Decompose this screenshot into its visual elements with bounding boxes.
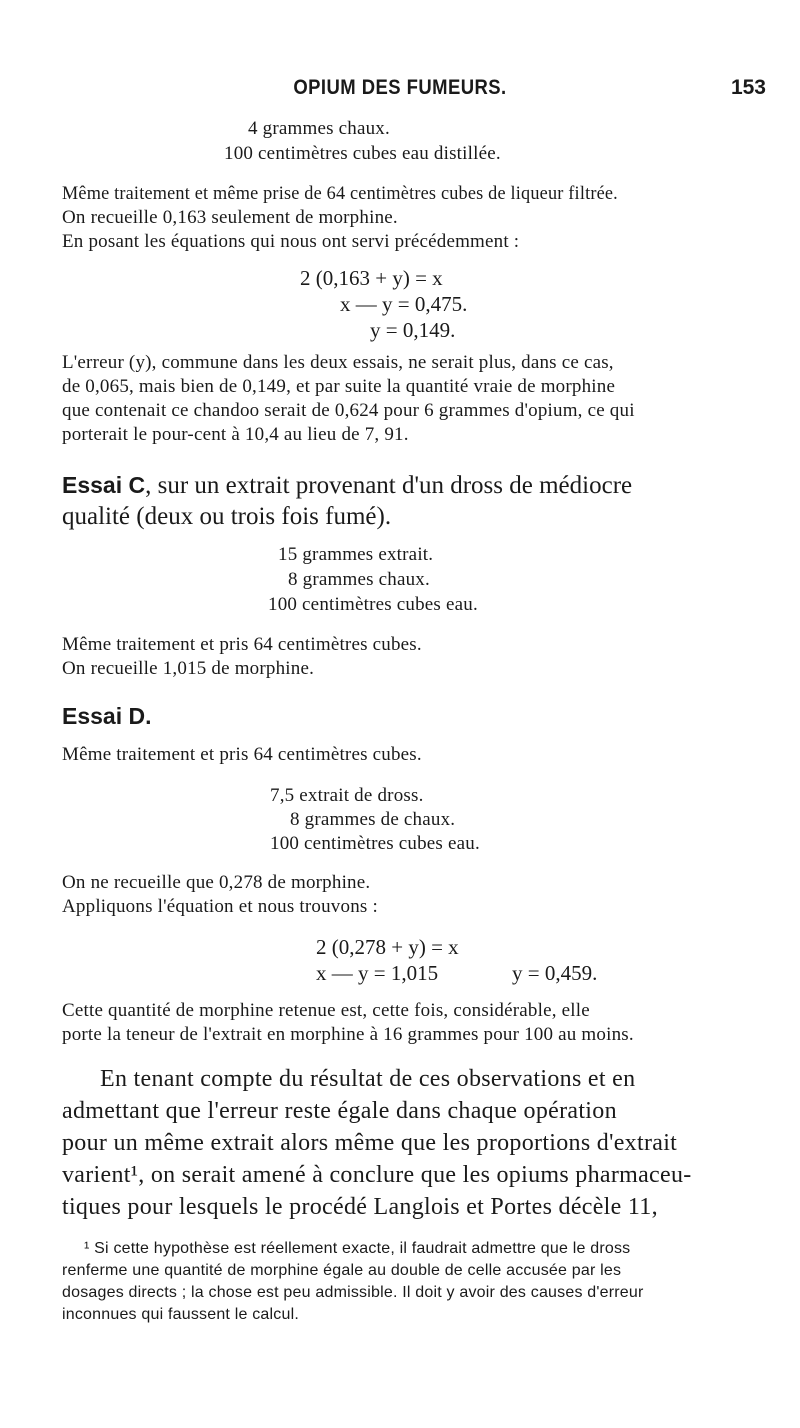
- paragraph-line: de 0,065, mais bien de 0,149, et par suite la quantité vraie de morphine: [62, 376, 616, 397]
- conclusion-line: varient¹, on serait amené à conclure que les opiums pharmaceu-: [62, 1162, 692, 1188]
- ingredient-line: 100 centimètres cubes eau distillée.: [224, 143, 501, 164]
- equation: 2 (0,278 + y) = x: [316, 935, 459, 959]
- conclusion-line: tiques pour lesquels le procédé Langlois et Portes décèle 11,: [62, 1194, 658, 1220]
- essai-d-label: Essai D.: [62, 703, 152, 729]
- paragraph-line: porterait le pour-cent à 10,4 au lieu de 7, 91.: [62, 424, 409, 445]
- equation: 2 (0,163 + y) = x: [300, 266, 443, 290]
- equation: y = 0,459.: [512, 961, 598, 985]
- ingredient-line: 7,5 extrait de dross.: [270, 785, 424, 806]
- essai-c-title-line2: qualité (deux ou trois fois fumé).: [62, 503, 392, 530]
- equation: x — y = 0,475.: [340, 292, 468, 316]
- page-header: [0, 76, 800, 104]
- paragraph-line: Appliquons l'équation et nous trouvons :: [62, 896, 378, 917]
- ingredient-line: 4 grammes chaux.: [248, 118, 390, 139]
- paragraph-line: On recueille 1,015 de morphine.: [62, 658, 315, 679]
- equation: x — y = 1,015: [316, 961, 439, 985]
- essai-c-label: Essai C: [62, 472, 146, 498]
- conclusion-line: admettant que l'erreur reste égale dans chaque opération: [62, 1098, 617, 1124]
- essai-c-heading: [62, 472, 632, 500]
- footnote-line: inconnues qui faussent le calcul.: [62, 1306, 299, 1323]
- paragraph-line: Même traitement et pris 64 centimètres cubes.: [62, 744, 422, 765]
- footnote-line: ¹ Si cette hypothèse est réellement exacte, il faudrait admettre que le dross: [84, 1240, 631, 1257]
- paragraph-line: L'erreur (y), commune dans les deux essais, ne serait plus, dans ce cas,: [62, 352, 614, 373]
- equation: y = 0,149.: [370, 318, 456, 342]
- paragraph-line: que contenait ce chandoo serait de 0,624 pour 6 grammes d'opium, ce qui: [62, 400, 635, 421]
- conclusion-line: En tenant compte du résultat de ces observations et en: [100, 1066, 636, 1092]
- running-title: OPIUM DES FUMEURS.: [293, 76, 507, 99]
- paragraph-line: En posant les équations qui nous ont servi précédemment :: [62, 231, 520, 252]
- paragraph-line: Même traitement et pris 64 centimètres cubes.: [62, 634, 422, 655]
- conclusion-line: pour un même extrait alors même que les proportions d'extrait: [62, 1130, 678, 1156]
- essai-c-title: , sur un extrait provenant d'un dross de médiocre: [145, 472, 633, 499]
- ingredient-line: 15 grammes extrait.: [278, 544, 434, 565]
- ingredient-line: 100 centimètres cubes eau.: [268, 594, 478, 615]
- ingredient-line: 100 centimètres cubes eau.: [270, 833, 480, 854]
- footnote-line: renferme une quantité de morphine égale au double de celle accusée par les: [62, 1262, 622, 1279]
- paragraph-line: On ne recueille que 0,278 de morphine.: [62, 872, 371, 893]
- ingredient-line: 8 grammes chaux.: [288, 569, 430, 590]
- paragraph-line: On recueille 0,163 seulement de morphine.: [62, 207, 398, 228]
- paragraph-line: Même traitement et même prise de 64 centimètres cubes de liqueur filtrée.: [62, 183, 618, 204]
- footnote-line: dosages directs ; la chose est peu admissible. Il doit y avoir des causes d'erreur: [62, 1284, 644, 1301]
- paragraph-line: Cette quantité de morphine retenue est, cette fois, considérable, elle: [62, 1000, 590, 1021]
- page-number: 153: [730, 76, 766, 99]
- paragraph-line: porte la teneur de l'extrait en morphine à 16 grammes pour 100 au moins.: [62, 1024, 634, 1045]
- ingredient-line: 8 grammes de chaux.: [290, 809, 456, 830]
